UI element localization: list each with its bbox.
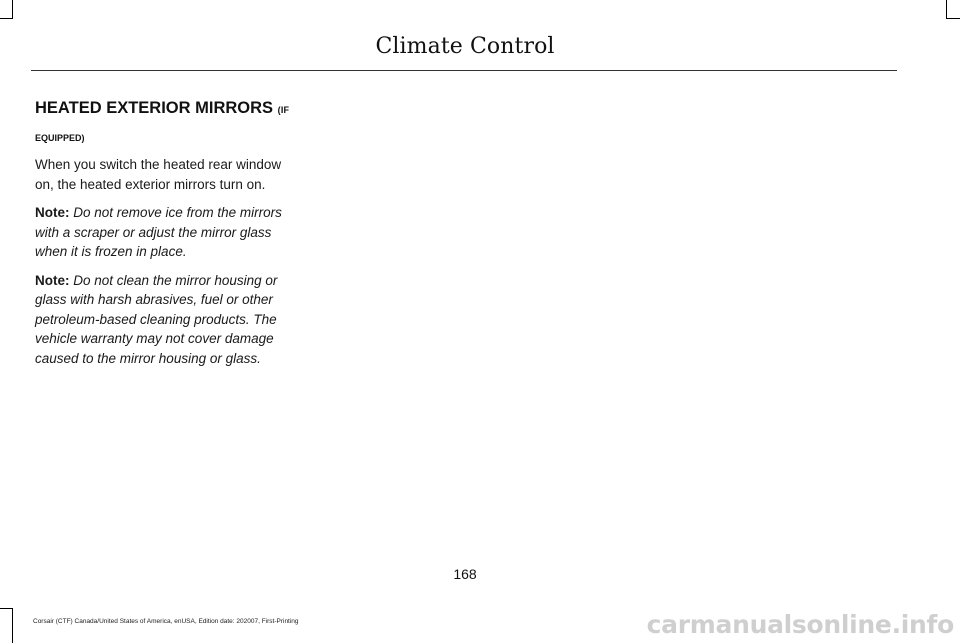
page-number: 168 xyxy=(453,566,477,582)
watermark: carmanualsonline.info xyxy=(646,610,954,639)
edition-footer: Corsair (CTF) Canada/United States of America, enUSA, Edition date: 202007, First-Printing xyxy=(33,618,299,625)
section-heading-suffix: (IF xyxy=(277,105,290,115)
section-heading-suffix-line2: EQUIPPED) xyxy=(35,133,85,143)
note-paragraph-2 xyxy=(35,271,300,369)
note-label: Note: xyxy=(35,272,70,288)
crop-mark-top-right-horizontal xyxy=(946,18,960,19)
header-divider xyxy=(31,70,897,71)
note-label: Note: xyxy=(35,205,70,220)
crop-mark-bottom-left-horizontal xyxy=(0,608,13,609)
crop-mark-top-left-horizontal xyxy=(0,18,13,19)
note-text: Do not clean the mirror housing or glass with harsh abrasives, fuel or other petroleum-based cleaning products. The vehicle warranty may not cover damage caused to the mirror housing or glass. xyxy=(35,272,278,366)
crop-mark-bottom-left-vertical xyxy=(12,608,13,643)
note-paragraph-1 xyxy=(35,203,300,262)
crop-mark-top-right-vertical xyxy=(946,0,947,18)
section-heading xyxy=(35,97,305,149)
note-text: Do not remove ice from the mirrors with a scraper or adjust the mirror glass when it is frozen in place. xyxy=(35,205,282,259)
page-title: Climate Control xyxy=(375,34,555,59)
crop-mark-top-left-vertical xyxy=(12,0,13,18)
body-content xyxy=(35,155,300,377)
section-heading-main: HEATED EXTERIOR MIRRORS xyxy=(35,99,274,117)
intro-paragraph: When you switch the heated rear window on, the heated exterior mirrors turn on. xyxy=(35,157,282,192)
